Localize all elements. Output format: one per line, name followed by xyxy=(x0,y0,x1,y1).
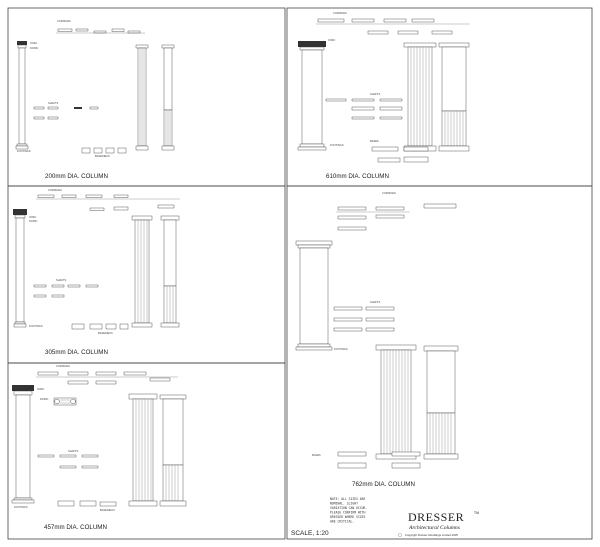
label-footings-457: FOOTINGS xyxy=(14,506,28,509)
label-doric-457: DORIC xyxy=(40,398,49,401)
note-line-5: DRESSER WHERE SIZES xyxy=(330,515,366,519)
note-line-2: NOMINAL. SLIGHT xyxy=(330,501,358,506)
shaft-parts-610 xyxy=(326,99,402,119)
note-line-4: PLEASE CONFIRM WITH xyxy=(330,510,366,515)
column-plain-762 xyxy=(424,346,458,459)
column-fluted-457 xyxy=(129,394,157,506)
label-cornices-457: CORNICES xyxy=(56,365,70,368)
scale-label: SCALE, 1:20 xyxy=(291,530,329,537)
label-ionic-305: IONIC xyxy=(29,216,37,219)
label-shafts-200: SHAFTS xyxy=(48,102,59,105)
label-shafts-457: SHAFTS xyxy=(68,450,79,453)
shaft-parts-762 xyxy=(334,307,394,331)
column-plain-610 xyxy=(439,43,469,151)
base-parts-457 xyxy=(58,501,116,506)
base-parts-305 xyxy=(72,324,128,329)
column-fluted-762 xyxy=(376,345,416,459)
panel-610 xyxy=(298,11,470,180)
panel-305 xyxy=(13,188,180,356)
column-fluted-610 xyxy=(404,43,436,151)
label-ionic-200: IONIC xyxy=(30,42,38,45)
caption-762: 762mm DIA. COLUMN xyxy=(352,481,415,488)
brand-tm: TM xyxy=(474,511,479,515)
label-ionic-457: IONIC xyxy=(37,388,45,391)
cornice-row-305 xyxy=(36,195,180,211)
label-bases-610: BASES xyxy=(370,140,379,143)
shaft-parts-457 xyxy=(38,455,98,468)
shaft-parts-305 xyxy=(34,285,98,297)
note-line-1: NOTE: ALL SIZES ARE xyxy=(330,497,366,501)
cornice-row-200 xyxy=(56,29,145,33)
label-cornices-305: CORNICES xyxy=(48,189,62,192)
label-footings-762: FOOTINGS xyxy=(334,348,348,351)
column-left-610 xyxy=(298,41,326,150)
brand-subtitle: Architectural Columns xyxy=(409,525,460,531)
column-fluted-200 xyxy=(136,45,148,150)
column-fluted-305 xyxy=(132,216,152,327)
caption-610: 610mm DIA. COLUMN xyxy=(326,173,389,180)
cornice-row-762 xyxy=(336,204,456,230)
caption-457: 457mm DIA. COLUMN xyxy=(44,524,107,531)
brand-name: DRESSER xyxy=(408,510,465,524)
column-plain-200 xyxy=(162,45,174,150)
column-plain-457 xyxy=(160,395,186,506)
label-doric-200: DORIC xyxy=(30,47,39,50)
base-parts-610 xyxy=(372,147,428,162)
label-bases-762: BASES xyxy=(312,454,321,457)
cornice-row-457 xyxy=(36,372,178,384)
label-doric-305: DORIC xyxy=(29,220,38,223)
title-block xyxy=(291,497,479,537)
cornice-row-610 xyxy=(316,19,470,34)
label-cornices-200: CORNICES xyxy=(57,20,71,23)
label-cornices-762: CORNICES xyxy=(382,192,396,195)
caption-200: 200mm DIA. COLUMN xyxy=(45,173,108,180)
column-left-457 xyxy=(12,385,34,503)
label-ionic-610: IONIC xyxy=(328,39,336,42)
shaft-parts-200 xyxy=(34,107,98,119)
label-shafts-305: SHAFTS xyxy=(56,279,67,282)
caption-305: 305mm DIA. COLUMN xyxy=(45,349,108,356)
label-base-neck-200: BASE/NECK xyxy=(95,155,110,158)
ionic-capital-detail xyxy=(54,398,76,405)
frame-610 xyxy=(287,8,592,186)
copyright-icon xyxy=(398,533,401,536)
label-footings-200: FOOTINGS xyxy=(17,150,31,153)
copyright: Copyright Dresser Mouldings Limited 2005 xyxy=(405,533,458,537)
column-left-762 xyxy=(296,241,332,350)
panel-762 xyxy=(296,191,458,488)
panel-457 xyxy=(12,364,186,531)
label-shafts-610: SHAFTS xyxy=(370,93,381,96)
label-cornices-610: CORNICES xyxy=(333,12,347,15)
column-left-200 xyxy=(16,41,28,149)
base-parts-200 xyxy=(82,148,126,153)
label-shafts-762: SHAFTS xyxy=(370,301,381,304)
label-footings-610: FOOTINGS xyxy=(330,144,344,147)
panel-200 xyxy=(16,19,174,180)
note-line-3: VARIATION CAN OCCUR. xyxy=(330,506,368,510)
label-base-neck-457: BASE/NECK xyxy=(100,509,115,512)
column-plain-305 xyxy=(161,216,179,327)
label-footings-305: FOOTINGS xyxy=(29,325,43,328)
frame-200 xyxy=(8,8,285,186)
column-left-305 xyxy=(13,209,27,327)
label-base-neck-305: BASE/NECK xyxy=(98,332,113,335)
note-line-6: ARE CRITICAL. xyxy=(330,519,355,524)
